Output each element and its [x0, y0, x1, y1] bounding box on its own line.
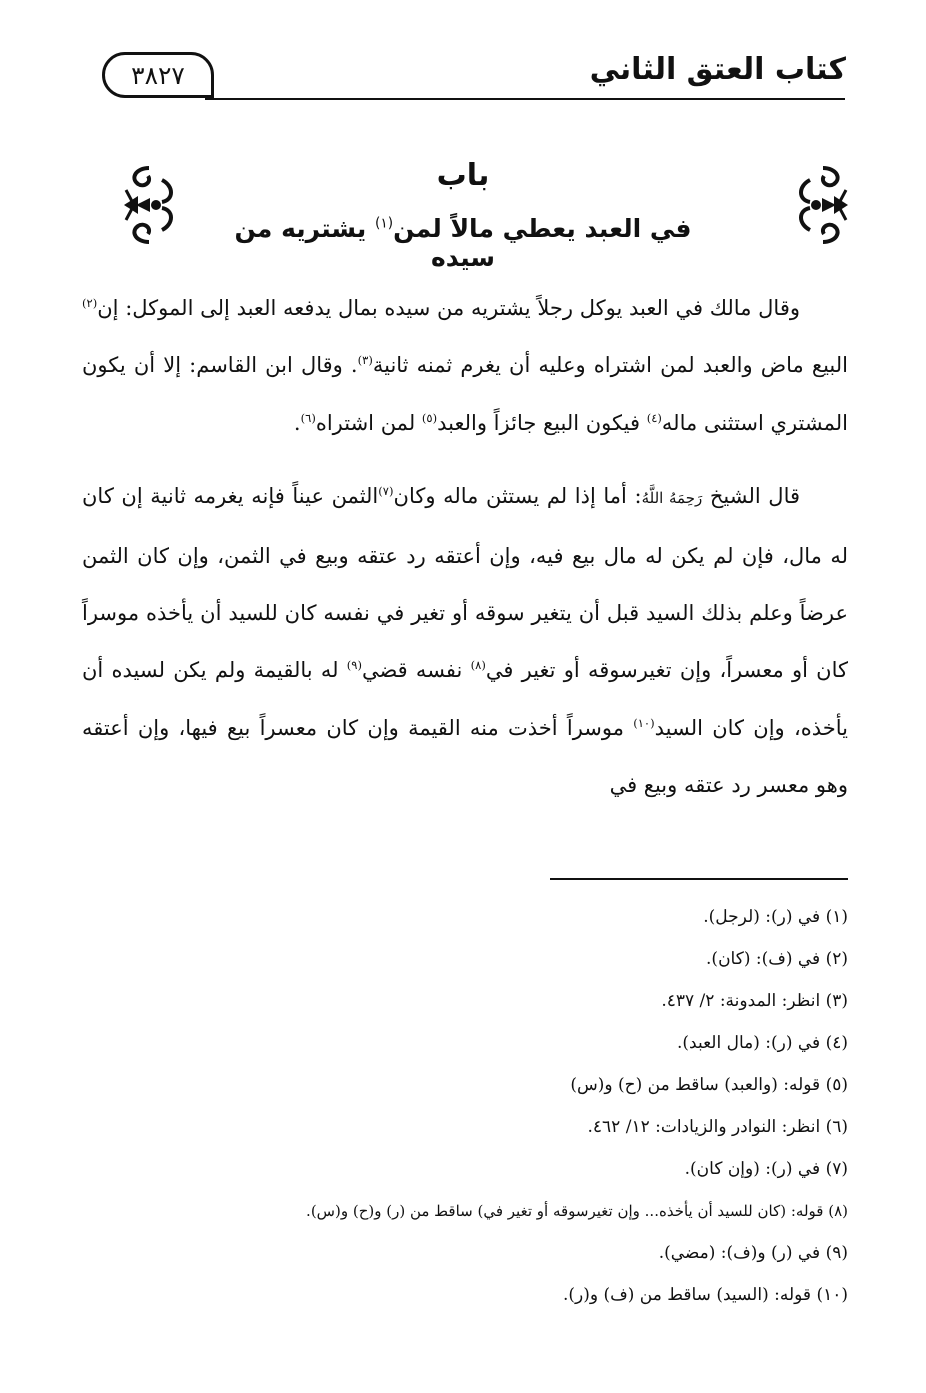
- footnote-ref-8[interactable]: (٨): [470, 658, 486, 673]
- footnote-item: (٥) قوله: (والعبد) ساقط من (ح) و(س): [570, 1075, 848, 1095]
- paragraph-1: [82, 280, 848, 452]
- footnote-separator: [550, 878, 848, 880]
- text-run: فيكون البيع جائزاً والعبد: [437, 410, 647, 435]
- header-rule: [205, 98, 845, 100]
- text-run: البيع ماض والعبد لمن اشتراه وعليه أن يغرم ثمنه ثانية: [372, 353, 848, 378]
- footnote-ref-1[interactable]: (١): [374, 215, 394, 232]
- footnote-ref-3[interactable]: (٣): [357, 353, 373, 368]
- chapter-title: [200, 214, 726, 272]
- footnote-item: (٧) في (ر): (وإن كان).: [684, 1159, 848, 1179]
- footnote-ref-10[interactable]: (١٠): [633, 715, 655, 730]
- chapter-title-part1: في العبد يعطي مالاً لمن: [393, 214, 692, 243]
- text-run: قال الشيخ: [702, 484, 801, 509]
- footnote-item: (٩) في (ر) و(ف): (مضي).: [658, 1243, 848, 1263]
- text-run: وقال مالك في العبد يوكل رجلاً يشتريه من سيده بمال يدفعه العبد إلى الموكل: إن: [97, 296, 800, 320]
- footnote-item: (١٠) قوله: (السيد) ساقط من (ف) و(ر).: [563, 1285, 848, 1305]
- text-run: له بالقيمة ولم يكن لسيده أن يأخذه، وإن كان السيد: [82, 658, 848, 740]
- page-number: ٣٨٢٧: [102, 52, 214, 98]
- text-run: . وقال ابن القاسم: إلا أن يكون المشتري استثنى ماله: [82, 353, 848, 435]
- footnote-item: (٦) انظر: النوادر والزيادات: ١٢/ ٤٦٢.: [587, 1117, 848, 1137]
- text-run: لمن اشتراه: [315, 410, 422, 435]
- chapter-label: باب: [436, 158, 490, 193]
- text-run: الثمن عيناً فإنه يغرمه ثانية إن كان له مال، فإن لم يكن له مال بيع فيه، وإن أعتقه رد عتقه وبيع في الثمن، وإن كان الثمن عرضاً وعلم بذلك السيد قبل أن يتغير سوقه أو تغير في نفسه كان للسيد أن يأخذه موسراً كان أو معسراً، وإن تغيرسوقه أو تغير في: [82, 484, 848, 683]
- footnotes-list: [120, 896, 848, 1316]
- footnote-item: (٣) انظر: المدونة: ٢/ ٤٣٧.: [661, 991, 848, 1011]
- footnote-ref-2[interactable]: (٢): [82, 296, 98, 310]
- floral-scroll-ornament-icon: [116, 160, 182, 250]
- text-run: موسراً أخذت منه القيمة وإن كان معسراً بيع فيها، وإن أعتقه وهو معسر رد عتقه وبيع في: [82, 715, 848, 798]
- floral-scroll-ornament-icon: [790, 160, 856, 250]
- footnote-ref-9[interactable]: (٩): [346, 658, 362, 673]
- footnote-item: (٤) في (ر): (مال العبد).: [677, 1033, 848, 1053]
- chapter-title-part2: يشتريه من سيده: [234, 214, 495, 272]
- footnote-item: (٨) قوله: (كان للسيد أن يأخذه... وإن تغيرسوقه أو تغير في) ساقط من (ر) و(ح) و(س).: [306, 1202, 848, 1220]
- text-run: نفسه قضي: [361, 658, 471, 683]
- body-text: [82, 280, 848, 815]
- paragraph-2: [82, 468, 848, 814]
- footnote-item: (٢) في (ف): (كان).: [706, 949, 848, 969]
- running-title: كتاب العتق الثاني: [589, 52, 846, 87]
- footnote-item: (١) في (ر): (لرجل).: [703, 907, 848, 927]
- honorific-ligature: رَحِمَهُ اللَّهُ: [641, 489, 703, 508]
- footnote-ref-6[interactable]: (٦): [300, 410, 316, 425]
- text-run: .: [293, 410, 301, 435]
- footnote-ref-4[interactable]: (٤): [646, 410, 662, 425]
- text-run: : أما إذا لم يستثن ماله وكان: [393, 484, 642, 509]
- footnote-ref-5[interactable]: (٥): [421, 410, 438, 425]
- footnote-ref-7[interactable]: (٧): [378, 484, 394, 499]
